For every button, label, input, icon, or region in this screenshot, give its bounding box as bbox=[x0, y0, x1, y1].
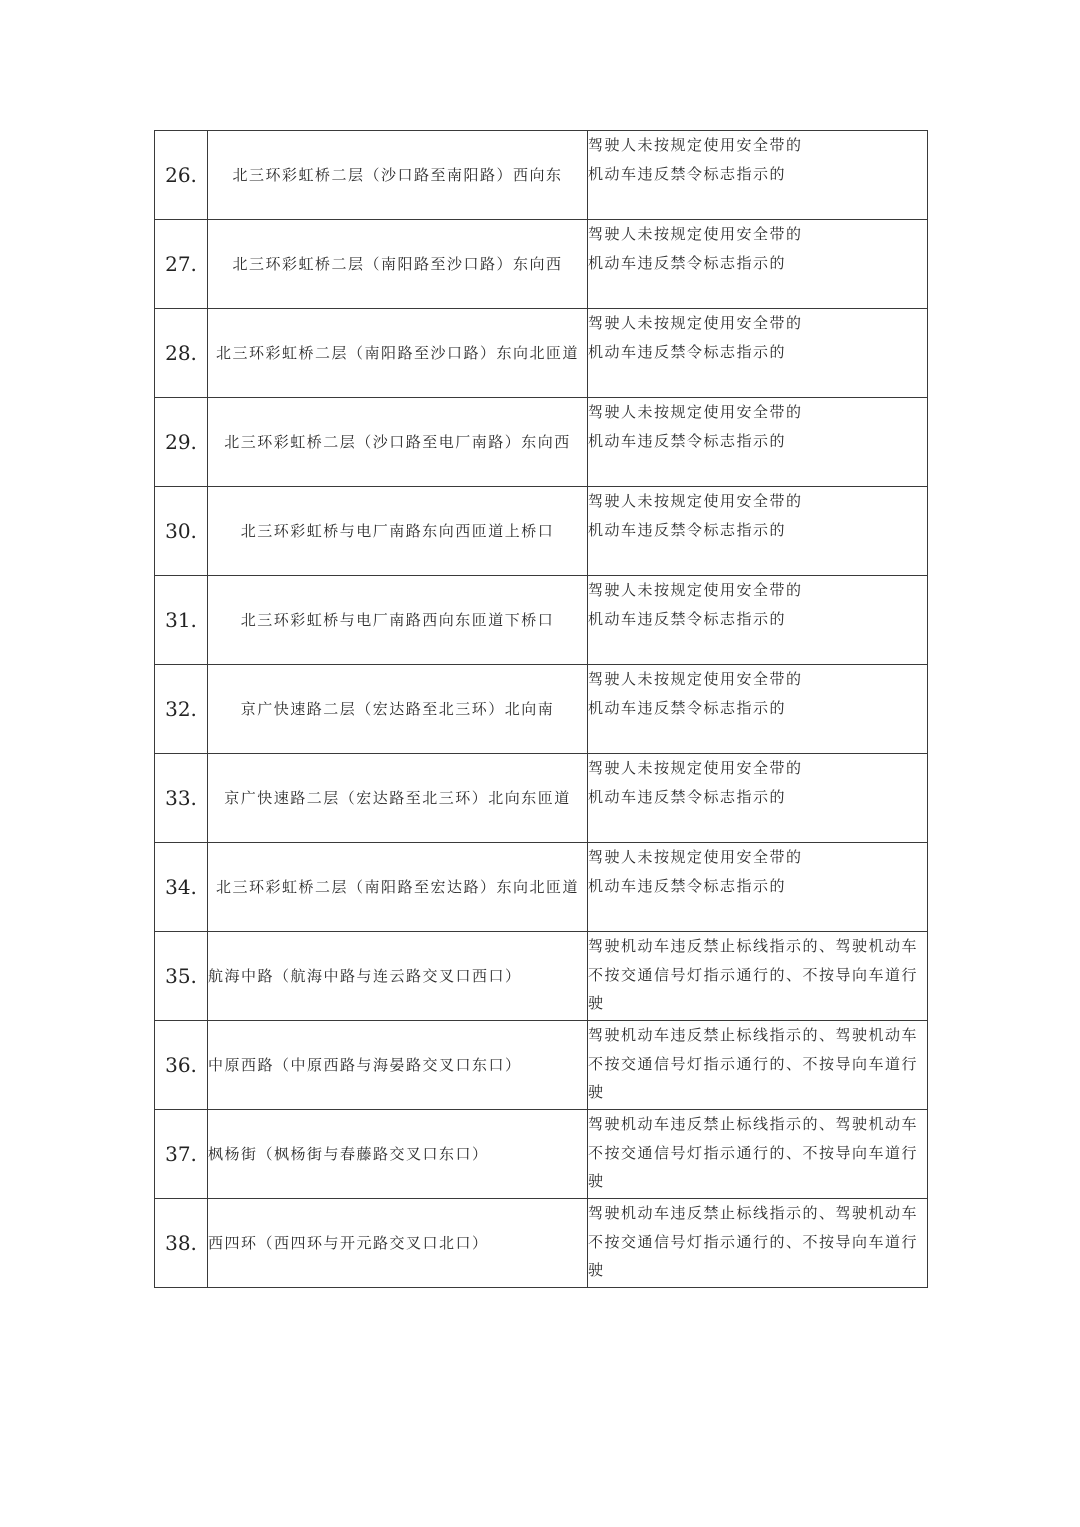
table-row bbox=[155, 220, 928, 309]
violation-cell: 驾驶人未按规定使用安全带的 机动车违反禁令标志指示的 bbox=[588, 398, 928, 487]
violation-cell: 驾驶人未按规定使用安全带的 机动车违反禁令标志指示的 bbox=[588, 843, 928, 932]
table-row bbox=[155, 1110, 928, 1199]
location-cell: 中原西路（中原西路与海晏路交叉口东口） bbox=[208, 1021, 588, 1110]
table-row bbox=[155, 843, 928, 932]
violation-cell: 驾驶机动车违反禁止标线指示的、驾驶机动车不按交通信号灯指示通行的、不按导向车道行驶 bbox=[588, 932, 928, 1021]
location-cell: 北三环彩虹桥与电厂南路东向西匝道上桥口 bbox=[208, 487, 588, 576]
row-number: 37. bbox=[155, 1110, 208, 1199]
violation-cell: 驾驶人未按规定使用安全带的 机动车违反禁令标志指示的 bbox=[588, 309, 928, 398]
violation-cell: 驾驶人未按规定使用安全带的 机动车违反禁令标志指示的 bbox=[588, 131, 928, 220]
location-cell: 北三环彩虹桥二层（南阳路至宏达路）东向北匝道 bbox=[208, 843, 588, 932]
row-number: 29. bbox=[155, 398, 208, 487]
row-number: 28. bbox=[155, 309, 208, 398]
table-row bbox=[155, 576, 928, 665]
row-number: 32. bbox=[155, 665, 208, 754]
location-cell: 京广快速路二层（宏达路至北三环）北向东匝道 bbox=[208, 754, 588, 843]
row-number: 38. bbox=[155, 1199, 208, 1288]
row-number: 27. bbox=[155, 220, 208, 309]
row-number: 33. bbox=[155, 754, 208, 843]
violation-cell: 驾驶机动车违反禁止标线指示的、驾驶机动车不按交通信号灯指示通行的、不按导向车道行驶 bbox=[588, 1021, 928, 1110]
location-cell: 京广快速路二层（宏达路至北三环）北向南 bbox=[208, 665, 588, 754]
location-cell: 北三环彩虹桥二层（南阳路至沙口路）东向北匝道 bbox=[208, 309, 588, 398]
location-cell: 北三环彩虹桥与电厂南路西向东匝道下桥口 bbox=[208, 576, 588, 665]
camera-location-table bbox=[154, 130, 928, 1288]
table-row bbox=[155, 487, 928, 576]
location-cell: 北三环彩虹桥二层（沙口路至南阳路）西向东 bbox=[208, 131, 588, 220]
table-row bbox=[155, 1021, 928, 1110]
table-row bbox=[155, 754, 928, 843]
row-number: 35. bbox=[155, 932, 208, 1021]
violation-cell: 驾驶人未按规定使用安全带的 机动车违反禁令标志指示的 bbox=[588, 576, 928, 665]
location-cell: 航海中路（航海中路与连云路交叉口西口） bbox=[208, 932, 588, 1021]
table-row bbox=[155, 398, 928, 487]
table-row bbox=[155, 131, 928, 220]
table-body bbox=[155, 131, 928, 1288]
table-row bbox=[155, 1199, 928, 1288]
row-number: 36. bbox=[155, 1021, 208, 1110]
location-cell: 北三环彩虹桥二层（沙口路至电厂南路）东向西 bbox=[208, 398, 588, 487]
table-row bbox=[155, 665, 928, 754]
table-row bbox=[155, 932, 928, 1021]
table-row bbox=[155, 309, 928, 398]
row-number: 31. bbox=[155, 576, 208, 665]
violation-cell: 驾驶人未按规定使用安全带的 机动车违反禁令标志指示的 bbox=[588, 665, 928, 754]
violation-cell: 驾驶人未按规定使用安全带的 机动车违反禁令标志指示的 bbox=[588, 220, 928, 309]
violation-cell: 驾驶机动车违反禁止标线指示的、驾驶机动车不按交通信号灯指示通行的、不按导向车道行驶 bbox=[588, 1199, 928, 1288]
location-cell: 枫杨街（枫杨街与春藤路交叉口东口） bbox=[208, 1110, 588, 1199]
row-number: 34. bbox=[155, 843, 208, 932]
location-cell: 西四环（西四环与开元路交叉口北口） bbox=[208, 1199, 588, 1288]
violation-cell: 驾驶机动车违反禁止标线指示的、驾驶机动车不按交通信号灯指示通行的、不按导向车道行驶 bbox=[588, 1110, 928, 1199]
row-number: 26. bbox=[155, 131, 208, 220]
row-number: 30. bbox=[155, 487, 208, 576]
violation-cell: 驾驶人未按规定使用安全带的 机动车违反禁令标志指示的 bbox=[588, 754, 928, 843]
location-cell: 北三环彩虹桥二层（南阳路至沙口路）东向西 bbox=[208, 220, 588, 309]
violation-cell: 驾驶人未按规定使用安全带的 机动车违反禁令标志指示的 bbox=[588, 487, 928, 576]
